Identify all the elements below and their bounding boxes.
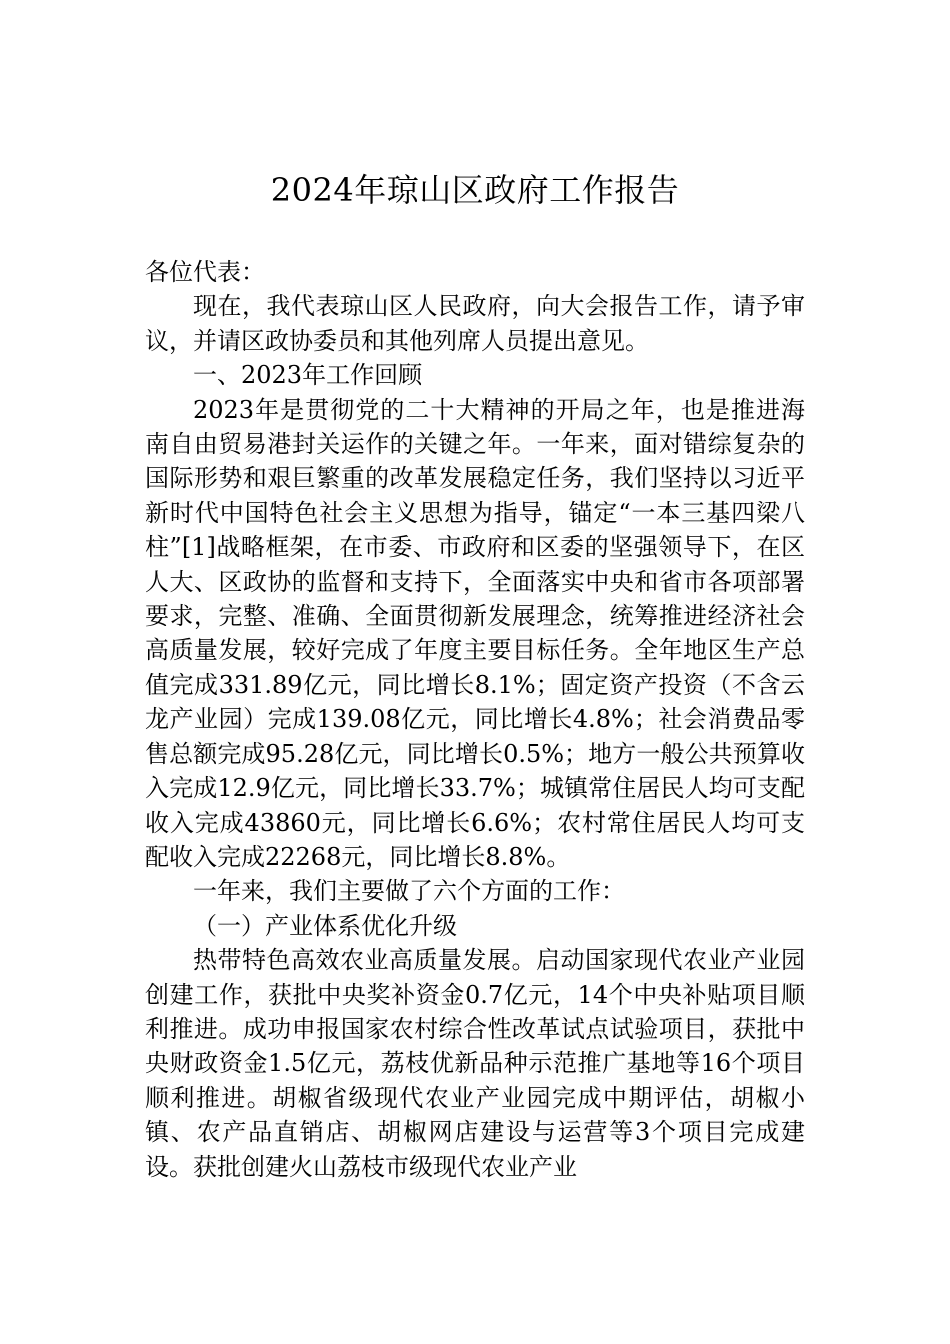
section-heading: 一、2023年工作回顾 (193, 361, 423, 390)
salutation-paragraph: 各位代表： (145, 258, 265, 286)
document-title: 2024年琼山区政府工作报告 (270, 171, 680, 209)
summary-intro-paragraph: 一年来，我们主要做了六个方面的工作： (193, 877, 625, 906)
opening-paragraph: 现在，我代表琼山区人民政府，向大会报告工作，请予审议，并请区政协委员和其他列席人员提出意见。 (145, 292, 805, 355)
document-body (145, 255, 805, 1184)
review-paragraph: 2023年是贯彻党的二十大精神的开局之年，也是推进海南自由贸易港封关运作的关键之年。一年来，面对错综复杂的国际形势和艰巨繁重的改革发展稳定任务，我们坚持以习近平新时代中国特色社会主义思想为指导，锚定“一本三基四梁八柱”[1]战略框架，在市委、市政府和区委的坚强领导下，在区人大、区政协的监督和支持下，全面落实中央和省市各项部署要求，完整、准确、全面贯彻新发展理念，统筹推进经济社会高质量发展，较好完成了年度主要目标任务。全年地区生产总值完成331.89亿元，同比增长8.1%；固定资产投资（不含云龙产业园）完成139.08亿元，同比增长4.8%；社会消费品零售总额完成95.28亿元，同比增长0.5%；地方一般公共预算收入完成12.9亿元，同比增长33.7%；城镇常住居民人均可支配收入完成43860元，同比增长6.6%；农村常住居民人均可支配收入完成22268元，同比增长8.8%。 (145, 395, 805, 871)
agriculture-paragraph: 热带特色高效农业高质量发展。启动国家现代农业产业园创建工作，获批中央奖补资金0.7亿元，14个中央补贴项目顺利推进。成功申报国家农村综合性改革试点试验项目，获批中央财政资金1.5亿元，荔枝优新品种示范推广基地等16个项目顺利推进。胡椒省级现代农业产业园完成中期评估，胡椒小镇、农产品直销店、胡椒网店建设与运营等3个项目完成建设。获批创建火山荔枝市级现代农业产业 (145, 946, 805, 1181)
subsection-heading: （一）产业体系优化升级 (193, 911, 457, 940)
